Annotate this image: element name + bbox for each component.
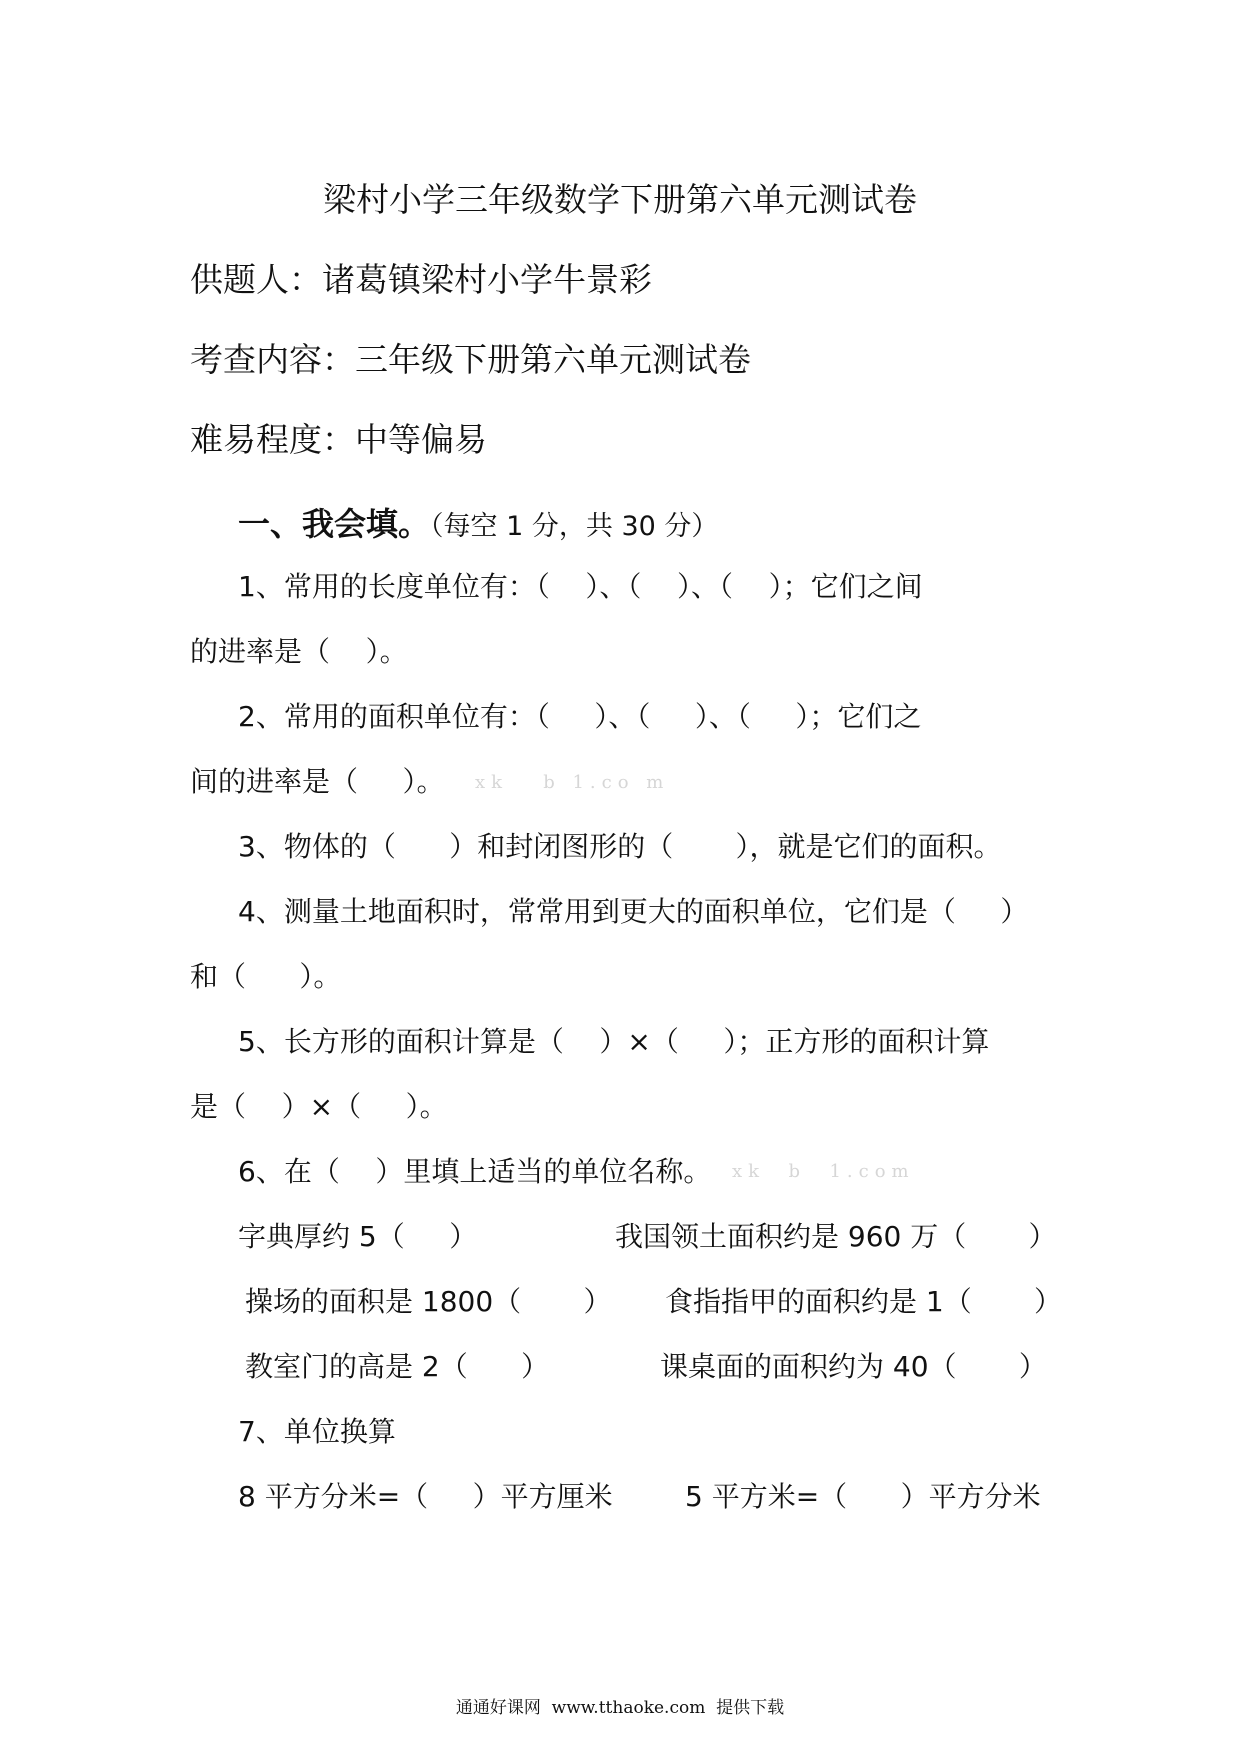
question-7-item-b: 5 平方米=（ ）平方分米	[685, 1480, 1041, 1513]
page-title: 梁村小学三年级数学下册第六单元测试卷	[323, 180, 917, 219]
watermark-2: xk b 1.com	[732, 1161, 915, 1182]
section-points: （每空 1 分，共 30 分）	[430, 511, 719, 542]
question-1-line-1: 1、常用的长度单位有：（ ）、（ ）、（ ）；它们之间	[238, 570, 923, 603]
question-3: 3、物体的（ ）和封闭图形的（ ），就是它们的面积。	[238, 830, 1002, 863]
question-2-line-2: 间的进率是（ ）。	[190, 765, 445, 798]
watermark-1: xk b 1.co m	[475, 772, 670, 793]
question-5-line-1: 5、长方形的面积计算是（ ）×（ ）；正方形的面积计算	[238, 1025, 990, 1058]
section-heading	[238, 505, 719, 543]
question-6-item-e: 教室门的高是 2（ ）	[245, 1350, 550, 1383]
content-line: 考查内容：三年级下册第六单元测试卷	[190, 340, 751, 379]
question-7: 7、单位换算	[238, 1415, 396, 1448]
question-6: 6、在（ ）里填上适当的单位名称。	[238, 1155, 712, 1188]
provider-line: 供题人：诸葛镇梁村小学牛景彩	[190, 260, 652, 299]
section-title: 一、我会填。	[238, 505, 431, 543]
question-6-item-d: 食指指甲的面积约是 1（ ）	[665, 1285, 1063, 1318]
question-4-line-2: 和（ ）。	[190, 960, 342, 993]
question-6-item-c: 操场的面积是 1800（ ）	[245, 1285, 612, 1318]
difficulty-line: 难易程度：中等偏易	[190, 420, 487, 459]
question-1-line-2: 的进率是（ ）。	[190, 635, 408, 668]
question-6-item-b: 我国领土面积约是 960 万（ ）	[615, 1220, 1057, 1253]
question-4-line-1: 4、测量土地面积时，常常用到更大的面积单位，它们是（ ）	[238, 895, 1029, 928]
question-2-line-1: 2、常用的面积单位有：（ ）、（ ）、（ ）；它们之	[238, 700, 922, 733]
question-6-item-f: 课桌面的面积约为 40（ ）	[660, 1350, 1047, 1383]
question-5-line-2: 是（ ）×（ ）。	[190, 1090, 448, 1123]
question-6-item-a: 字典厚约 5（ ）	[238, 1220, 478, 1253]
question-7-item-a: 8 平方分米=（ ）平方厘米	[238, 1480, 613, 1513]
footer-credit: 通通好课网 www.tthaoke.com 提供下载	[455, 1698, 785, 1718]
